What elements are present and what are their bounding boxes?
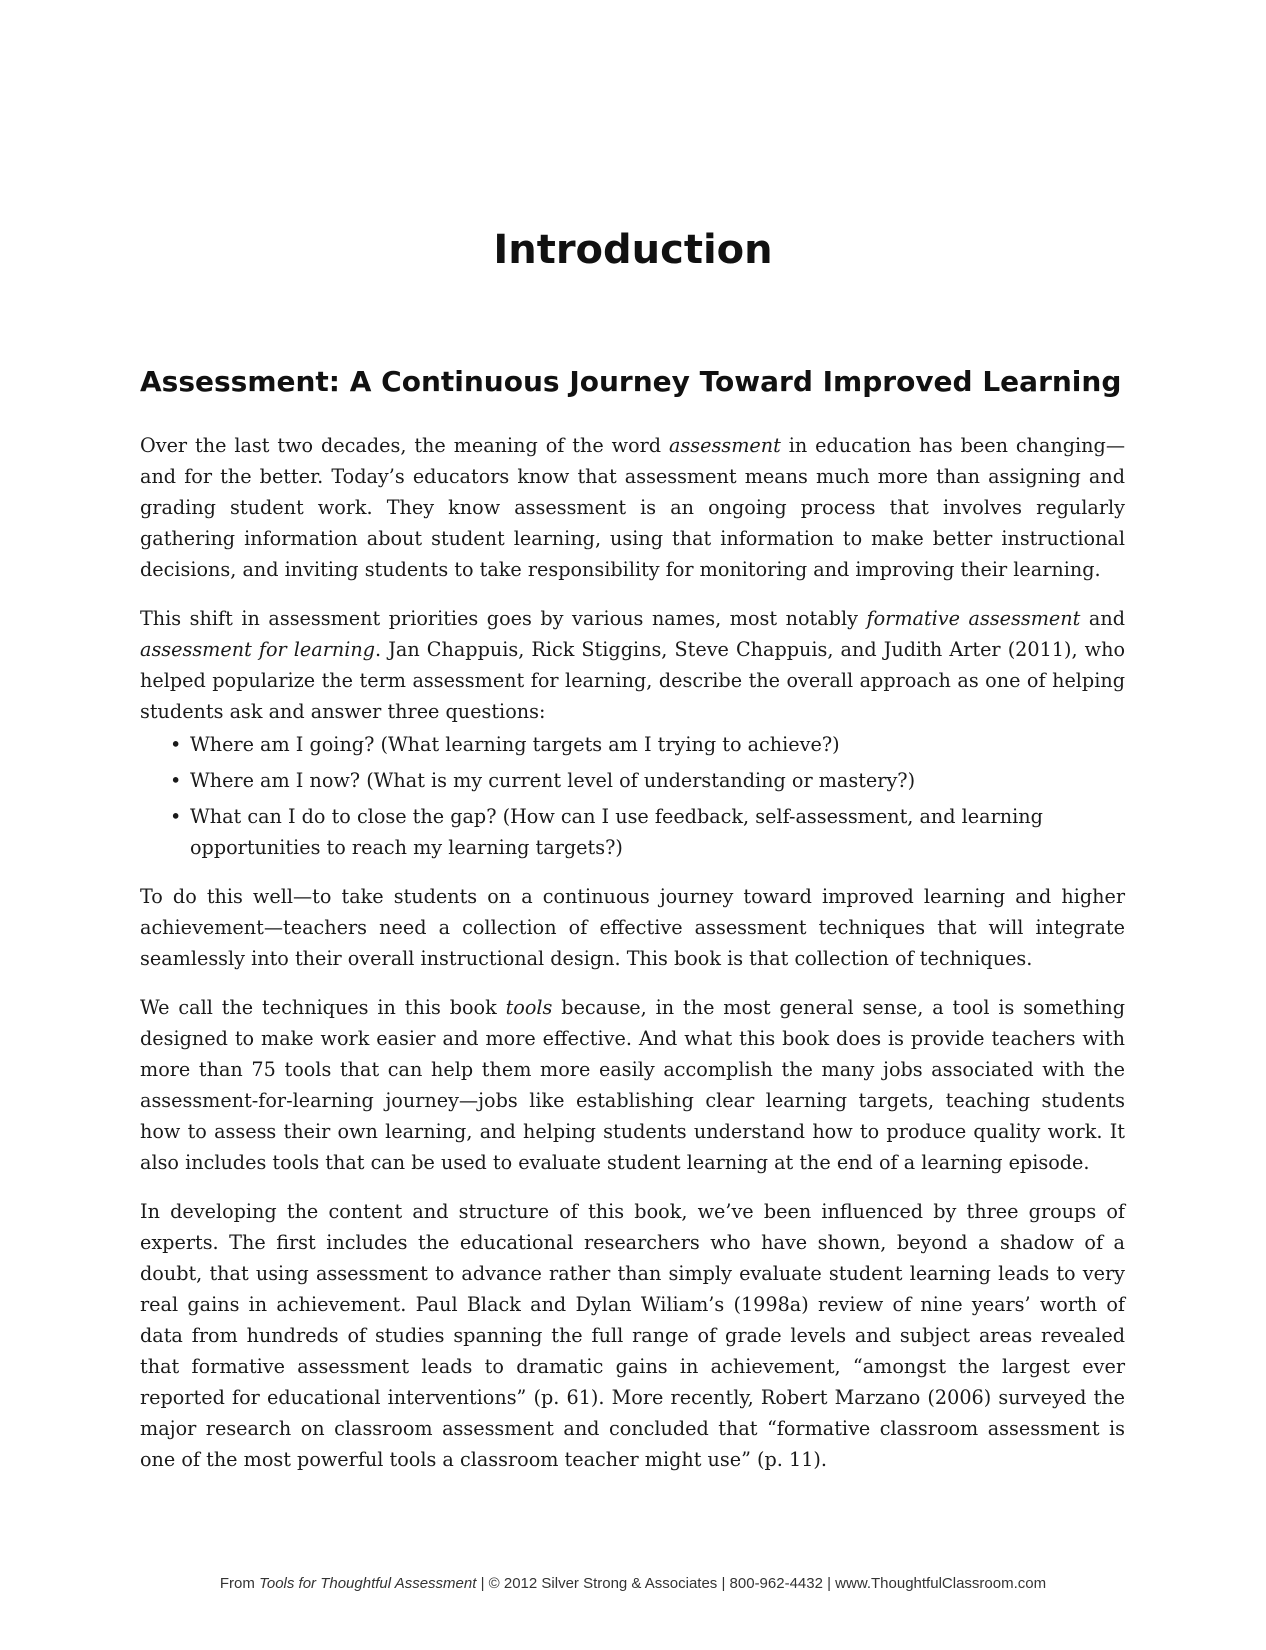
paragraph-2 (140, 603, 1125, 727)
list-item-text: Where am I going? (What learning targets am I trying to achieve?) (190, 733, 840, 756)
paragraph-3: To do this well—to take students on a continuous journey toward improved learning and higher achievement—teachers need a collection of effective assessment techniques that will integrate seamlessly into their overall instructional design. This book is that collection of techniques. (140, 885, 1125, 970)
paragraph-4-text-b: because, in the most general sense, a tool is something designed to make work easier and more effective. And what this book does is provide teachers with more than 75 tools that can help them more easily accomplish the many jobs associated with the assessment-for-learning journey—jobs like establishing clear learning targets, teaching students how to assess their own learning, and helping students understand how to produce quality work. It also includes tools that can be used to evaluate student learning at the end of a learning episode. (140, 996, 1125, 1174)
paragraph-1-emphasis: assessment (669, 434, 781, 457)
paragraph-2-text-a: This shift in assessment priorities goes by various names, most notably (140, 607, 867, 630)
footer-prefix: From (219, 1575, 260, 1592)
bullet-icon: • (170, 733, 182, 756)
list-item (170, 801, 1125, 863)
paragraph-1-text-b: in education has been changing—and for the better. Today’s educators know that assessment means much more than assigning and grading student work. They know assessment is an ongoing process that involves regularly gathering information about student learning, using that information to make better instructional decisions, and inviting students to take responsibility for monitoring and improving their learning. (140, 434, 1126, 581)
paragraph-1 (140, 430, 1125, 585)
paragraph-5: In developing the content and structure of this book, we’ve been influenced by three groups of experts. The first includes the educational researchers who have shown, beyond a shadow of a doubt, that using assessment to advance rather than simply evaluate student learning leads to very real gains in achievement. Paul Black and Dylan Wiliam’s (1998a) review of nine years’ worth of data from hundreds of studies spanning the full range of grade levels and subject areas revealed that formative assessment leads to dramatic gains in achievement, “amongst the largest ever reported for educational interventions” (p. 61). More recently, Robert Marzano (2006) surveyed the major research on classroom assessment and concluded that “formative classroom assessment is one of the most powerful tools a classroom teacher might use” (p. 11). (140, 1200, 1125, 1471)
list-item (170, 765, 1125, 796)
paragraph-4-text-a: We call the techniques in this book (140, 996, 506, 1019)
paragraph-2-text-b: and (1080, 607, 1125, 630)
chapter-title: Introduction (493, 227, 773, 273)
paragraph-4 (140, 992, 1125, 1178)
list-item-text: Where am I now? (What is my current level of understanding or mastery?) (190, 769, 916, 792)
paragraph-2-emphasis-2: assessment for learning (140, 638, 376, 661)
paragraph-2-emphasis-1: formative assessment (866, 607, 1081, 630)
paragraph-1-text-a: Over the last two decades, the meaning of the word (140, 434, 670, 457)
page-footer (0, 1575, 1266, 1592)
body-text (140, 430, 1125, 1493)
paragraph-4-emphasis: tools (505, 996, 553, 1019)
list-item (170, 729, 1125, 760)
questions-list (140, 729, 1125, 863)
footer-book-title: Tools for Thoughtful Assessment (259, 1575, 477, 1592)
list-item-text: What can I do to close the gap? (How can I use feedback, self-assessment, and learning opportunities to reach my learning targets?) (190, 805, 1043, 859)
footer-details: | © 2012 Silver Strong & Associates | 800-962-4432 | www.ThoughtfulClassroom.com (476, 1575, 1047, 1592)
section-heading: Assessment: A Continuous Journey Toward Improved Learning (140, 365, 1122, 398)
bullet-icon: • (170, 805, 182, 828)
bullet-icon: • (170, 769, 182, 792)
paragraph-2-text-c: . Jan Chappuis, Rick Stiggins, Steve Chappuis, and Judith Arter (2011), who helped popularize the term assessment for learning, describe the overall approach as one of helping students ask and answer three questions: (140, 638, 1126, 723)
